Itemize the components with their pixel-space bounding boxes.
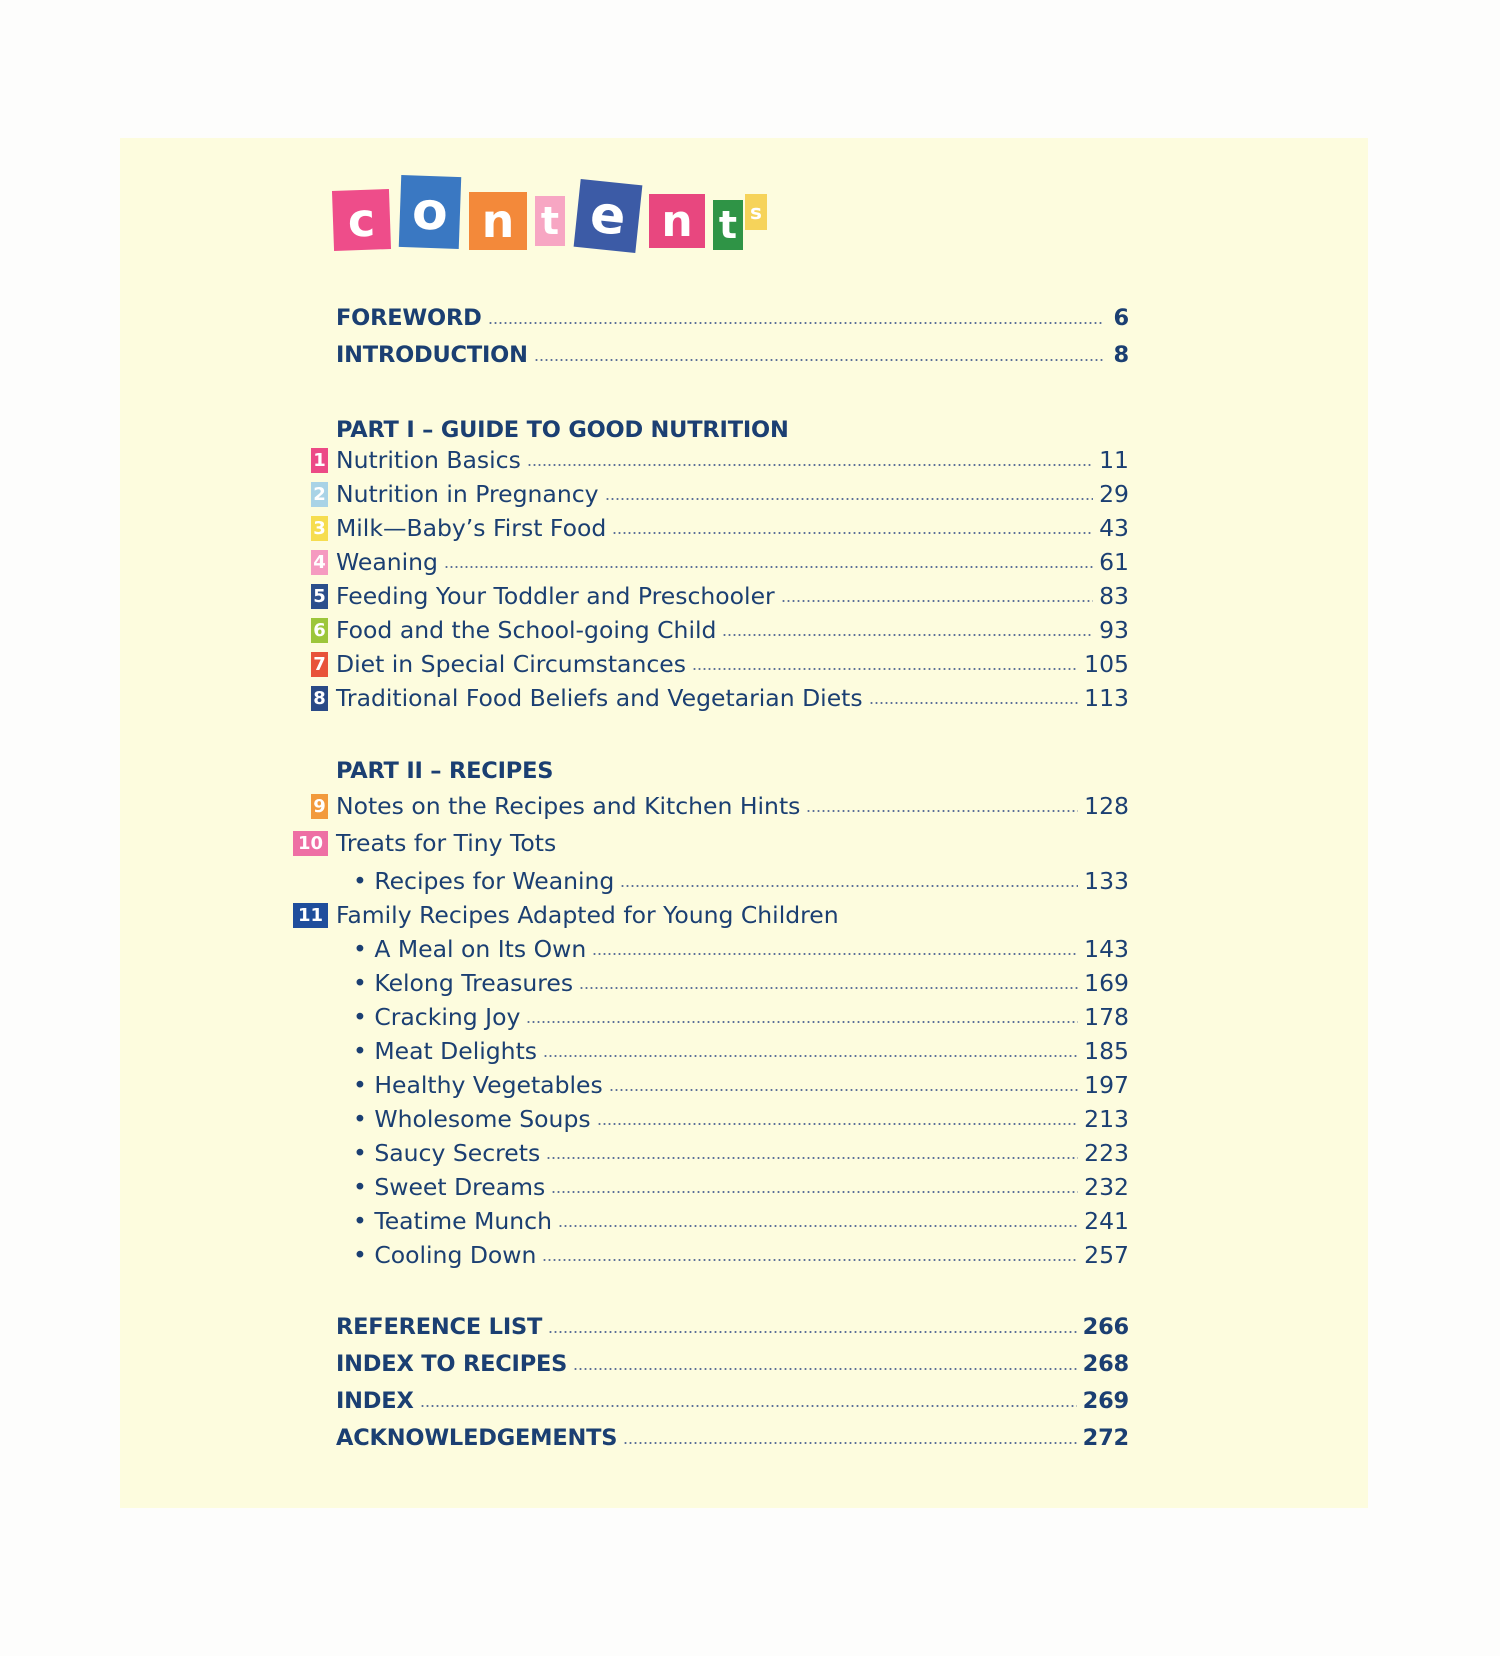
toc-subentry[interactable] bbox=[353, 865, 1129, 897]
toc-entry-page: 29 bbox=[1099, 480, 1129, 508]
chapter-number-badge: 11 bbox=[293, 903, 328, 928]
chapter-number-badge: 2 bbox=[311, 482, 328, 507]
toc-entry-label: • A Meal on Its Own bbox=[353, 935, 587, 963]
toc-subentry[interactable] bbox=[353, 967, 1129, 999]
toc-subentry[interactable] bbox=[353, 933, 1129, 965]
toc-entry-label: Treats for Tiny Tots bbox=[336, 829, 557, 857]
dot-leader bbox=[579, 987, 1078, 989]
toc-entry-label: • Teatime Munch bbox=[353, 1207, 552, 1235]
toc-entry[interactable] bbox=[336, 1422, 1129, 1454]
title-letter-tile: t bbox=[535, 196, 565, 246]
toc-entry-page: 269 bbox=[1082, 1388, 1129, 1414]
chapter-number-badge: 3 bbox=[311, 516, 328, 541]
toc-entry[interactable] bbox=[336, 444, 1129, 476]
toc-entry-label: Notes on the Recipes and Kitchen Hints bbox=[336, 792, 801, 820]
dot-leader bbox=[592, 953, 1078, 955]
dot-leader bbox=[534, 359, 1103, 361]
dot-leader bbox=[526, 1021, 1078, 1023]
toc-entry-page: 178 bbox=[1084, 1003, 1129, 1031]
toc-entry-page: 61 bbox=[1099, 548, 1129, 576]
toc-subentry[interactable] bbox=[353, 1205, 1129, 1237]
toc-entry-page: 185 bbox=[1084, 1037, 1129, 1065]
toc-entry-page: 105 bbox=[1084, 650, 1129, 678]
toc-entry[interactable] bbox=[336, 512, 1129, 544]
toc-entry-page: 241 bbox=[1084, 1207, 1129, 1235]
toc-entry-page: 83 bbox=[1099, 582, 1129, 610]
dot-leader bbox=[623, 1442, 1076, 1444]
dot-leader bbox=[612, 532, 1093, 534]
toc-entry-page: 11 bbox=[1099, 446, 1129, 474]
toc-entry-label: Nutrition in Pregnancy bbox=[336, 480, 599, 508]
dot-leader bbox=[488, 322, 1103, 324]
chapter-number-badge: 9 bbox=[311, 794, 328, 819]
title-letter-tile: c bbox=[332, 189, 391, 251]
toc-entry-page: 6 bbox=[1113, 305, 1129, 331]
toc-entry-page: 93 bbox=[1099, 616, 1129, 644]
toc-entry[interactable] bbox=[336, 648, 1129, 680]
dot-leader bbox=[722, 634, 1093, 636]
toc-entry-page: 169 bbox=[1084, 969, 1129, 997]
toc-entry-label: Traditional Food Beliefs and Vegetarian Diets bbox=[336, 684, 863, 712]
toc-entry-page: 197 bbox=[1084, 1071, 1129, 1099]
title-letter-tile: s bbox=[745, 194, 767, 230]
toc-entry[interactable] bbox=[336, 302, 1129, 334]
dot-leader bbox=[548, 1331, 1076, 1333]
toc-subentry[interactable] bbox=[353, 1069, 1129, 1101]
title-letter-tile: o bbox=[399, 175, 461, 249]
dot-leader bbox=[542, 1259, 1078, 1261]
dot-leader bbox=[527, 464, 1093, 466]
dot-leader bbox=[558, 1225, 1078, 1227]
toc-entry-label: Diet in Special Circumstances bbox=[336, 650, 686, 678]
toc-entry-label: Food and the School-going Child bbox=[336, 616, 717, 644]
dot-leader bbox=[609, 1089, 1078, 1091]
title-letter-tile: n bbox=[469, 192, 527, 250]
toc-entry-page: 232 bbox=[1084, 1173, 1129, 1201]
toc-entry-page: 128 bbox=[1084, 792, 1129, 820]
dot-leader bbox=[543, 1055, 1078, 1057]
toc-subentry[interactable] bbox=[353, 1171, 1129, 1203]
toc-subentry[interactable] bbox=[353, 1137, 1129, 1169]
title-letter-tile: e bbox=[574, 179, 643, 253]
toc-entry-page: 213 bbox=[1084, 1105, 1129, 1133]
toc-entry-page: 272 bbox=[1082, 1425, 1129, 1451]
toc-subentry[interactable] bbox=[353, 1103, 1129, 1135]
toc-entry[interactable] bbox=[336, 339, 1129, 371]
toc-entry[interactable] bbox=[336, 478, 1129, 510]
toc-entry-label: REFERENCE LIST bbox=[336, 1314, 543, 1340]
chapter-number-badge: 6 bbox=[311, 618, 328, 643]
toc-entry-page: 43 bbox=[1099, 514, 1129, 542]
toc-entry[interactable] bbox=[336, 1311, 1129, 1343]
toc-subentry[interactable] bbox=[353, 1239, 1129, 1271]
toc-entry-label: ACKNOWLEDGEMENTS bbox=[336, 1425, 618, 1451]
toc-entry-label: INDEX bbox=[336, 1388, 414, 1414]
toc-entry-page: 266 bbox=[1082, 1314, 1129, 1340]
toc-entry-page: 113 bbox=[1084, 684, 1129, 712]
chapter-number-badge: 4 bbox=[311, 550, 328, 575]
dot-leader bbox=[806, 810, 1078, 812]
part-heading: PART I – GUIDE TO GOOD NUTRITION bbox=[336, 417, 789, 443]
toc-entry[interactable] bbox=[336, 580, 1129, 612]
toc-entry-label: Weaning bbox=[336, 548, 438, 576]
toc-entry-page: 133 bbox=[1084, 867, 1129, 895]
toc-entry-label: • Kelong Treasures bbox=[353, 969, 574, 997]
toc-entry[interactable] bbox=[336, 827, 1129, 859]
toc-entry[interactable] bbox=[336, 899, 1129, 931]
toc-entry-page: 143 bbox=[1084, 935, 1129, 963]
toc-entry[interactable] bbox=[336, 1385, 1129, 1417]
toc-entry-label: • Wholesome Soups bbox=[353, 1105, 591, 1133]
dot-leader bbox=[420, 1405, 1077, 1407]
toc-entry-label: • Sweet Dreams bbox=[353, 1173, 546, 1201]
toc-entry-page: 223 bbox=[1084, 1139, 1129, 1167]
toc-entry-label: • Meat Delights bbox=[353, 1037, 538, 1065]
toc-entry[interactable] bbox=[336, 614, 1129, 646]
toc-entry-page: 268 bbox=[1082, 1351, 1129, 1377]
title-letter-tile: n bbox=[649, 194, 705, 248]
dot-leader bbox=[620, 885, 1078, 887]
toc-entry-page: 8 bbox=[1113, 342, 1129, 368]
toc-entry-label: • Cooling Down bbox=[353, 1241, 537, 1269]
toc-entry-label: Family Recipes Adapted for Young Children bbox=[336, 901, 839, 929]
chapter-number-badge: 5 bbox=[311, 584, 328, 609]
toc-entry-label: INTRODUCTION bbox=[336, 342, 528, 368]
toc-entry[interactable] bbox=[336, 682, 1129, 714]
chapter-number-badge: 10 bbox=[293, 831, 328, 856]
toc-entry-page: 257 bbox=[1084, 1241, 1129, 1269]
toc-subentry[interactable] bbox=[353, 1035, 1129, 1067]
dot-leader bbox=[546, 1157, 1078, 1159]
dot-leader bbox=[605, 498, 1094, 500]
chapter-number-badge: 1 bbox=[311, 448, 328, 473]
dot-leader bbox=[551, 1191, 1078, 1193]
toc-entry-label: • Cracking Joy bbox=[353, 1003, 521, 1031]
toc-entry-label: • Healthy Vegetables bbox=[353, 1071, 603, 1099]
dot-leader bbox=[597, 1123, 1079, 1125]
chapter-number-badge: 7 bbox=[311, 652, 328, 677]
dot-leader bbox=[573, 1368, 1076, 1370]
toc-entry[interactable] bbox=[336, 1348, 1129, 1380]
dot-leader bbox=[781, 600, 1093, 602]
dot-leader bbox=[869, 702, 1079, 704]
part-heading: PART II – RECIPES bbox=[336, 758, 554, 784]
toc-subentry[interactable] bbox=[353, 1001, 1129, 1033]
toc-entry-label: FOREWORD bbox=[336, 305, 482, 331]
dot-leader bbox=[444, 566, 1093, 568]
toc-entry-label: • Saucy Secrets bbox=[353, 1139, 541, 1167]
toc-entry-label: Milk—Baby’s First Food bbox=[336, 514, 607, 542]
dot-leader bbox=[692, 668, 1078, 670]
chapter-number-badge: 8 bbox=[311, 686, 328, 711]
toc-entry-label: • Recipes for Weaning bbox=[353, 867, 615, 895]
toc-entry-label: Feeding Your Toddler and Preschooler bbox=[336, 582, 775, 610]
title-letter-tile: t bbox=[713, 200, 743, 250]
toc-entry-label: Nutrition Basics bbox=[336, 446, 521, 474]
toc-entry[interactable] bbox=[336, 790, 1129, 822]
toc-entry[interactable] bbox=[336, 546, 1129, 578]
toc-entry-label: INDEX TO RECIPES bbox=[336, 1351, 568, 1377]
